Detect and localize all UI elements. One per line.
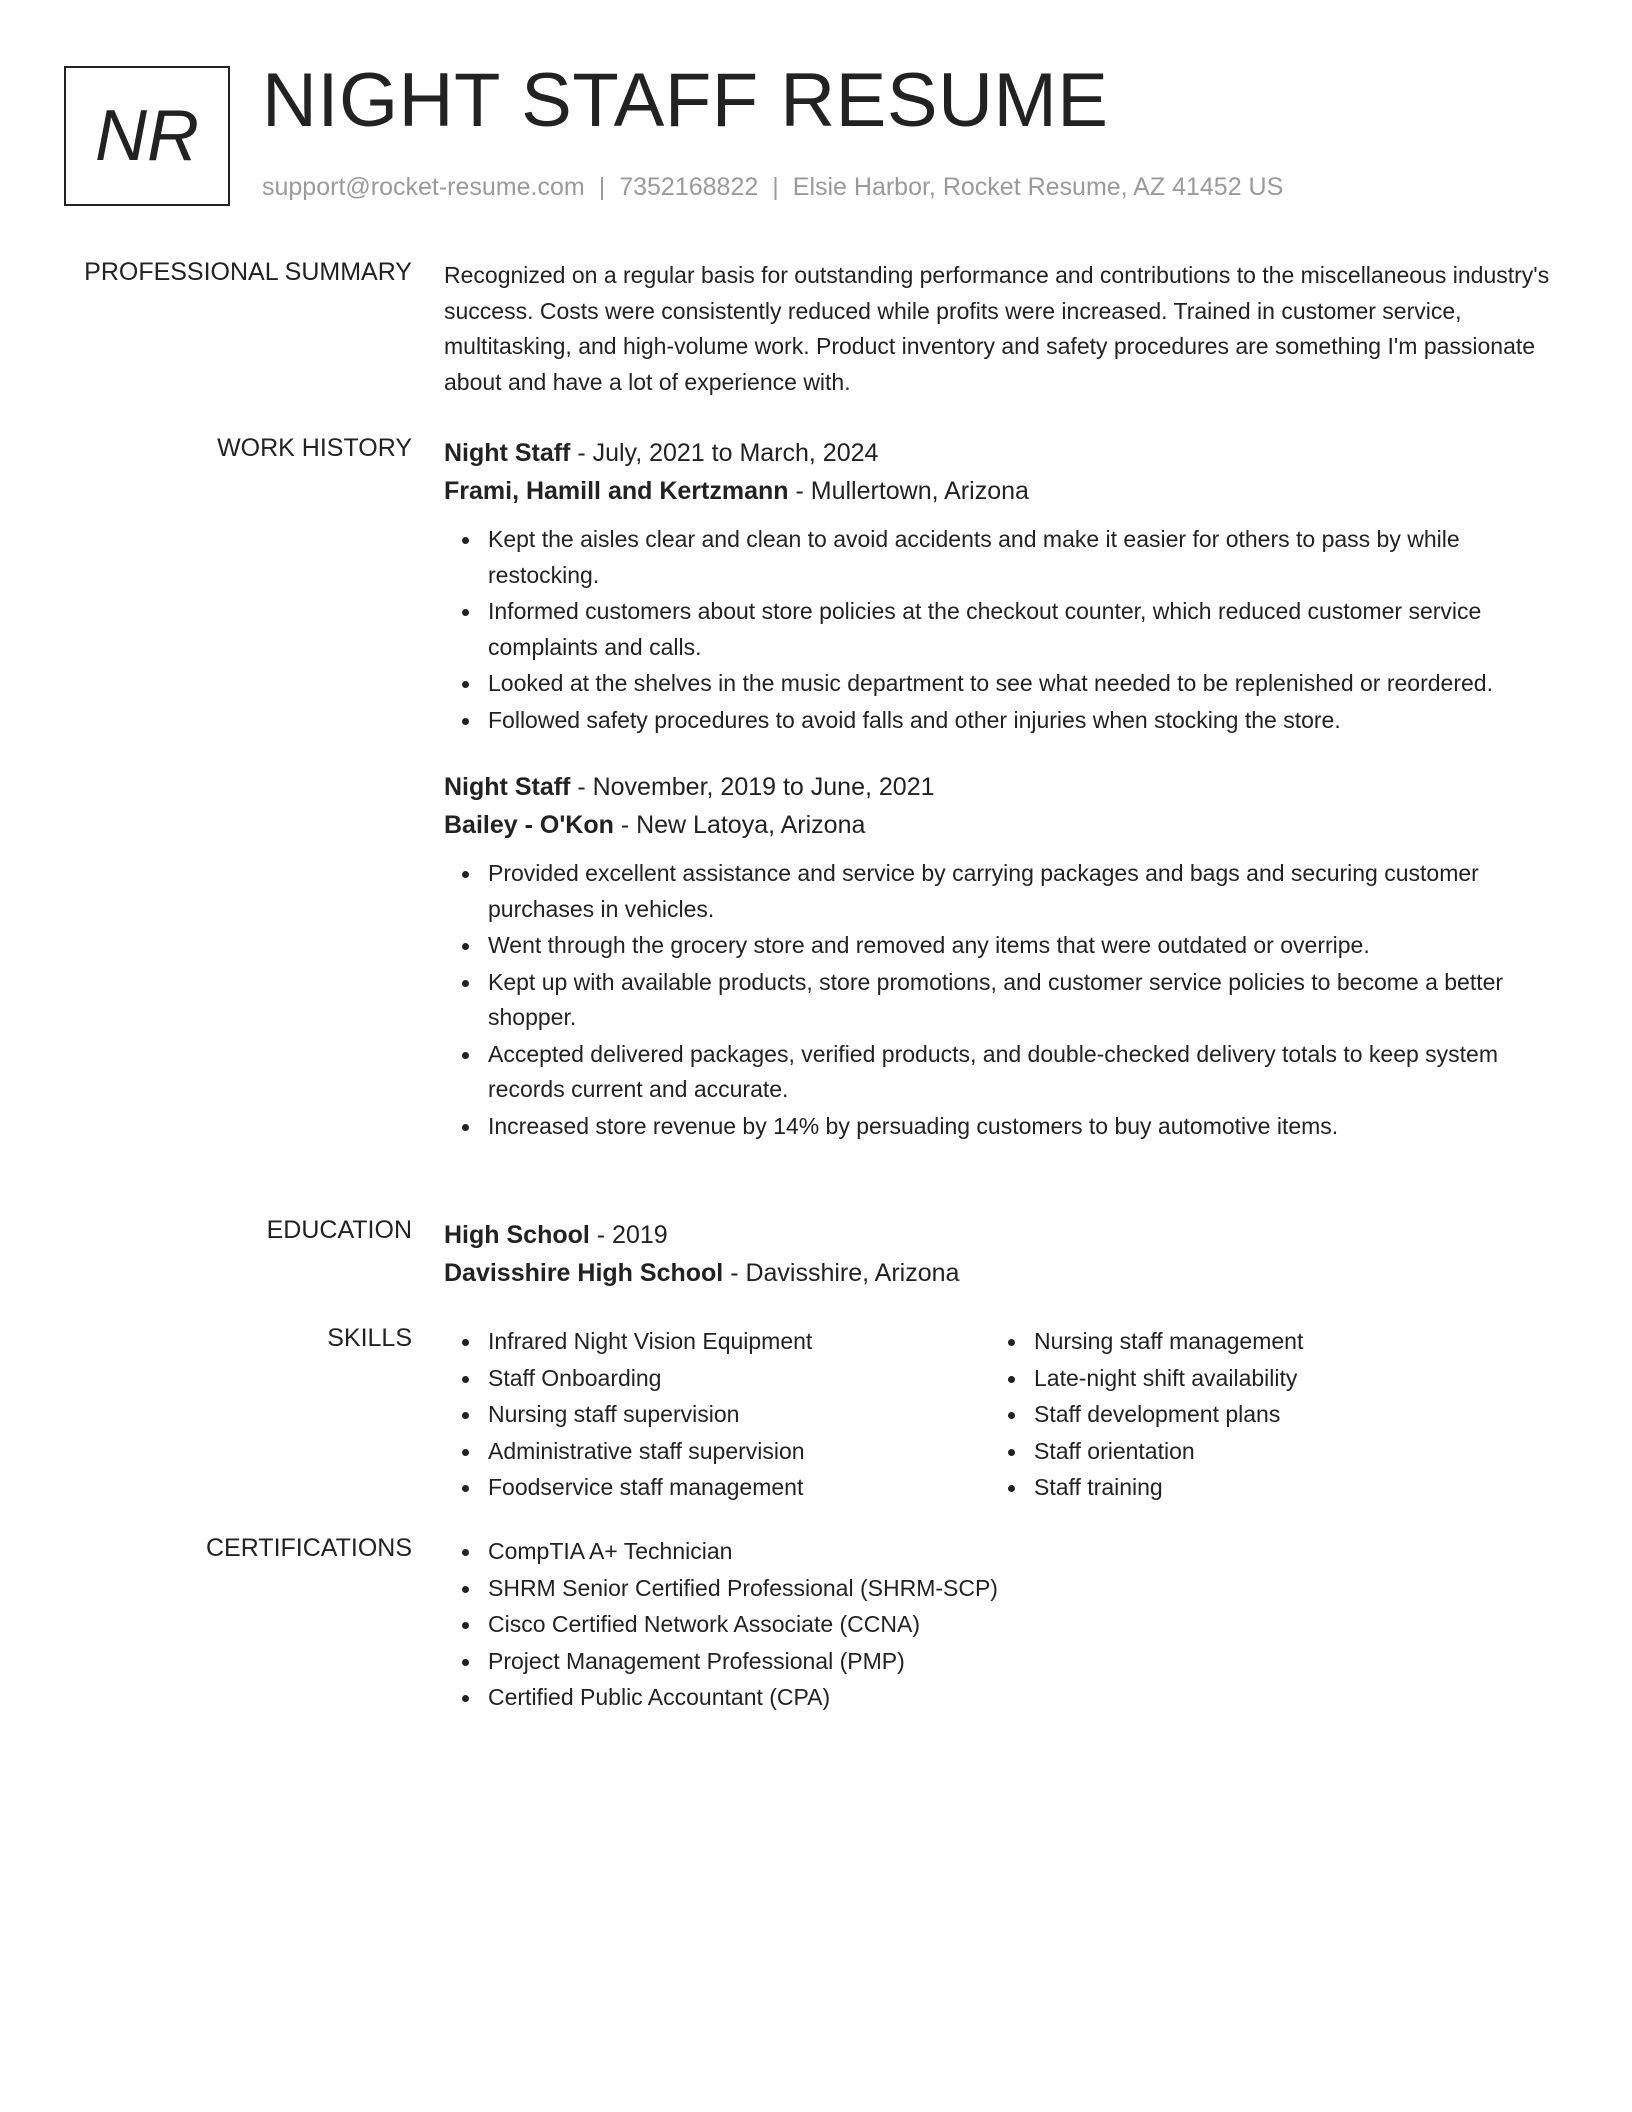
list-item: Staff Onboarding xyxy=(488,1361,990,1397)
section-label-summary: PROFESSIONAL SUMMARY xyxy=(84,258,412,286)
section-label-work-history: WORK HISTORY xyxy=(217,434,412,462)
contact-address: Elsie Harbor, Rocket Resume, AZ 41452 US xyxy=(792,173,1284,201)
list-item: Increased store revenue by 14% by persuading customers to buy automotive items. xyxy=(488,1109,1554,1145)
job-location: - Mullertown, Arizona xyxy=(788,477,1029,505)
job-title: Night Staff xyxy=(444,439,571,467)
education-school: Davisshire High School xyxy=(444,1259,724,1287)
monogram-logo: NR xyxy=(64,66,230,206)
education-location: - Davisshire, Arizona xyxy=(723,1259,960,1287)
summary-body xyxy=(444,258,1554,400)
education-school-line xyxy=(444,1254,1554,1292)
contact-separator: | xyxy=(598,173,606,201)
section-label-certifications: CERTIFICATIONS xyxy=(205,1534,412,1562)
education-body xyxy=(444,1216,1554,1292)
list-item: Certified Public Accountant (CPA) xyxy=(488,1680,1554,1716)
education-degree-line xyxy=(444,1216,1554,1254)
job-bullets xyxy=(444,522,1554,738)
list-item: Infrared Night Vision Equipment xyxy=(488,1324,990,1360)
list-item: Foodservice staff management xyxy=(488,1470,990,1506)
list-item: Went through the grocery store and removed any items that were outdated or overripe. xyxy=(488,928,1554,964)
contact-line xyxy=(262,173,1283,202)
job-location: - New Latoya, Arizona xyxy=(613,811,866,839)
list-item: Kept up with available products, store promotions, and customer service policies to become a better shopper. xyxy=(488,965,1554,1036)
section-label-skills: SKILLS xyxy=(327,1324,412,1352)
work-history-body xyxy=(444,434,1554,1145)
job-company-line xyxy=(444,472,1554,510)
list-item: Cisco Certified Network Associate (CCNA) xyxy=(488,1607,1554,1643)
list-item: CompTIA A+ Technician xyxy=(488,1534,1554,1570)
certifications-body xyxy=(444,1534,1554,1717)
list-item: Accepted delivered packages, verified products, and double-checked delivery totals to keep system records current and accurate. xyxy=(488,1037,1554,1108)
list-item: Staff development plans xyxy=(1034,1397,1303,1433)
list-item: Provided excellent assistance and service by carrying packages and bags and securing customer purchases in vehicles. xyxy=(488,856,1554,927)
job-company-line xyxy=(444,806,1554,844)
section-label-education: EDUCATION xyxy=(266,1216,412,1244)
job-bullets xyxy=(444,856,1554,1144)
job-dates: - July, 2021 to March, 2024 xyxy=(570,439,879,467)
skills-list-right xyxy=(990,1324,1303,1506)
education-degree: High School xyxy=(444,1221,590,1249)
list-item: Followed safety procedures to avoid falls and other injuries when stocking the store. xyxy=(488,703,1554,739)
contact-phone[interactable]: 7352168822 xyxy=(619,173,759,201)
list-item: Kept the aisles clear and clean to avoid accidents and make it easier for others to pass by while restocking. xyxy=(488,522,1554,593)
job-entry xyxy=(444,768,1554,1144)
job-entry xyxy=(444,434,1554,738)
education-year: - 2019 xyxy=(589,1221,668,1249)
job-company: Bailey - O'Kon xyxy=(444,811,614,839)
list-item: Nursing staff supervision xyxy=(488,1397,990,1433)
job-company: Frami, Hamill and Kertzmann xyxy=(444,477,789,505)
job-title: Night Staff xyxy=(444,773,571,801)
summary-text: Recognized on a regular basis for outstanding performance and contributions to the miscellaneous industry's success. Costs were consistently reduced while profits were increased. Trained in customer service, multitasking, and high-volume work. Product inventory and safety procedures are something I'm passionate about and have a lot of experience with. xyxy=(444,262,1550,395)
list-item: Late-night shift availability xyxy=(1034,1361,1303,1397)
certifications-list xyxy=(444,1534,1554,1716)
list-item: Administrative staff supervision xyxy=(488,1434,990,1470)
skills-list-left xyxy=(444,1324,990,1506)
job-title-line xyxy=(444,768,1554,806)
list-item: Staff training xyxy=(1034,1470,1303,1506)
list-item: Staff orientation xyxy=(1034,1434,1303,1470)
list-item: Informed customers about store policies at the checkout counter, which reduced customer service complaints and calls. xyxy=(488,594,1554,665)
resume-title: NIGHT STAFF RESUME xyxy=(262,58,1109,143)
skills-body xyxy=(444,1324,1554,1507)
list-item: Looked at the shelves in the music department to see what needed to be replenished or reordered. xyxy=(488,666,1554,702)
list-item: Nursing staff management xyxy=(1034,1324,1303,1360)
job-title-line xyxy=(444,434,1554,472)
list-item: SHRM Senior Certified Professional (SHRM-SCP) xyxy=(488,1571,1554,1607)
list-item: Project Management Professional (PMP) xyxy=(488,1644,1554,1680)
contact-email[interactable]: support@rocket-resume.com xyxy=(262,173,585,201)
contact-separator: | xyxy=(772,173,779,201)
job-dates: - November, 2019 to June, 2021 xyxy=(570,773,935,801)
